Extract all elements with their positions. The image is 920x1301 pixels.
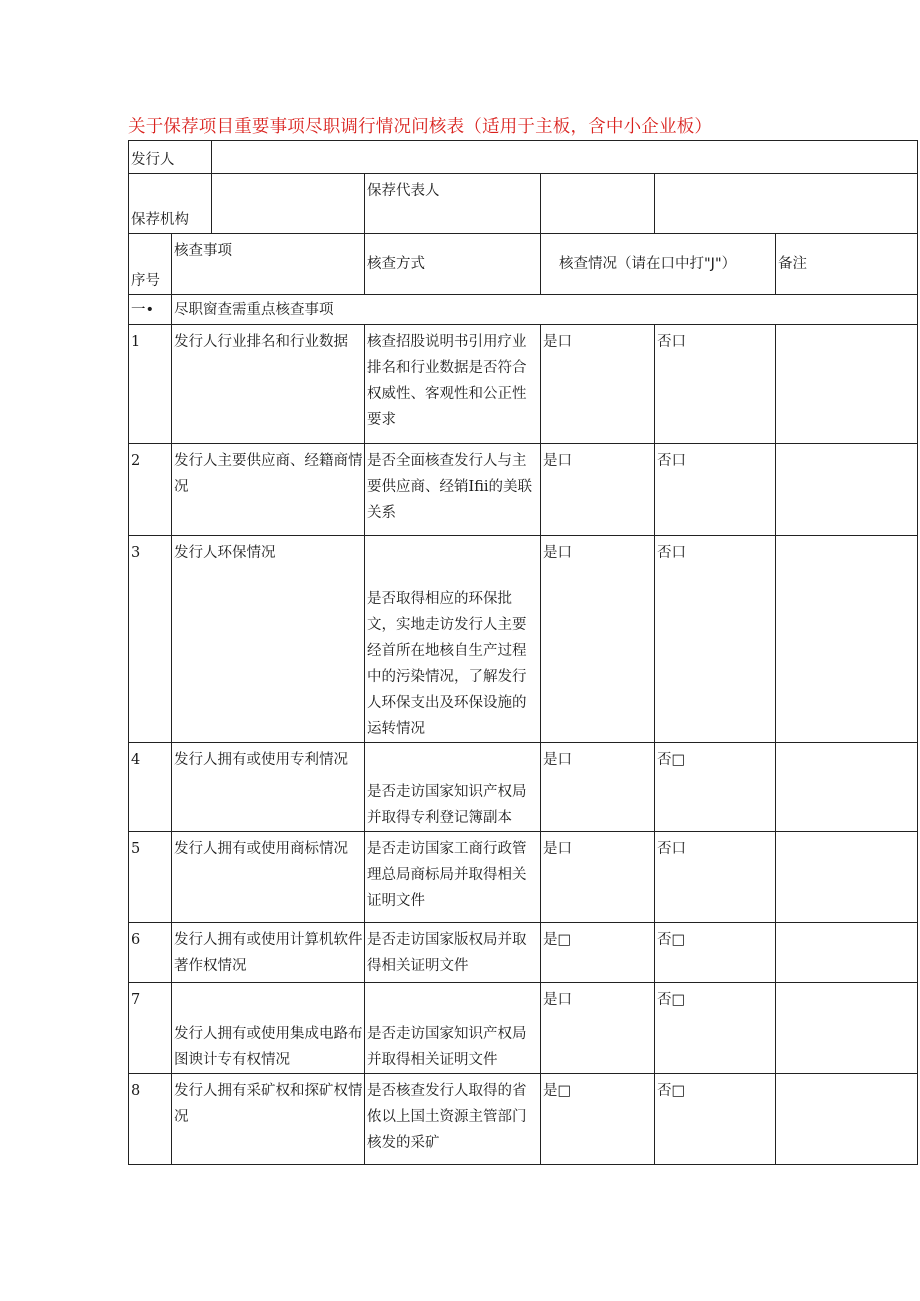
row-method-cell xyxy=(365,325,541,444)
no-checkbox-cell[interactable] xyxy=(655,1074,776,1165)
yes-checkbox[interactable]: 是口 xyxy=(543,334,572,350)
yes-checkbox[interactable]: 是□ xyxy=(543,1083,572,1099)
table-row xyxy=(129,743,918,832)
row-number: 4 xyxy=(131,752,141,768)
yes-checkbox[interactable]: 是口 xyxy=(543,992,572,1008)
row-item: 发行人环保情况 xyxy=(174,545,276,561)
col-note-cell xyxy=(776,234,918,295)
rep-value-cell-2[interactable] xyxy=(655,174,918,234)
no-checkbox-cell[interactable] xyxy=(655,536,776,743)
section-num-cell xyxy=(129,295,172,325)
yes-checkbox-cell[interactable] xyxy=(541,743,655,832)
row-method: 核查招股说明书引用疗业排名和行业数据是否符合权威性、客观性和公正性要求 xyxy=(367,334,527,428)
row-method-cell xyxy=(365,832,541,923)
row-note-cell[interactable] xyxy=(776,983,918,1074)
row-number-cell xyxy=(129,1074,172,1165)
no-checkbox-cell[interactable] xyxy=(655,444,776,536)
row-method: 是否走访国家版权局并取得相关证明文件 xyxy=(367,932,527,974)
row-item-cell xyxy=(172,832,365,923)
no-checkbox[interactable]: 否口 xyxy=(657,841,686,857)
rep-label: 保荐代表人 xyxy=(367,183,440,199)
sponsor-label: 保荐机构 xyxy=(131,212,189,228)
table-row xyxy=(129,923,918,983)
row-number-cell xyxy=(129,536,172,743)
sponsor-row xyxy=(129,174,918,234)
row-note-cell[interactable] xyxy=(776,743,918,832)
row-number: 5 xyxy=(131,841,141,857)
row-item-cell xyxy=(172,325,365,444)
row-number: 6 xyxy=(131,932,141,948)
table-row xyxy=(129,832,918,923)
row-item: 发行人行业排名和行业数据 xyxy=(174,334,348,350)
page-title: 关于保荐项目重要事项尽职调行情况问核表（适用于主板，含中小企业板） xyxy=(128,117,713,137)
col-item-label: 核查事项 xyxy=(174,243,232,259)
section-title: 尽职窗查需重点核查事项 xyxy=(174,301,334,318)
section-title-cell xyxy=(172,295,918,325)
row-item: 发行人拥有或使用集成电路布图谀计专有权情况 xyxy=(174,1026,363,1068)
row-item-cell xyxy=(172,536,365,743)
section-num: 一• xyxy=(131,301,155,318)
row-item-cell xyxy=(172,444,365,536)
yes-checkbox[interactable]: 是口 xyxy=(543,841,572,857)
yes-checkbox[interactable]: 是口 xyxy=(543,752,572,768)
row-item: 发行人拥有采矿权和探矿权情况 xyxy=(174,1083,363,1125)
no-checkbox[interactable]: 否口 xyxy=(657,453,686,469)
row-method-cell xyxy=(365,444,541,536)
rep-label-cell xyxy=(365,174,541,234)
row-note-cell[interactable] xyxy=(776,1074,918,1165)
no-checkbox-cell[interactable] xyxy=(655,923,776,983)
col-seq-label: 序号 xyxy=(131,273,160,289)
row-method-cell xyxy=(365,983,541,1074)
row-item-cell xyxy=(172,1074,365,1165)
row-method-cell xyxy=(365,743,541,832)
verification-table xyxy=(128,140,918,1165)
row-item-cell xyxy=(172,743,365,832)
issuer-label-cell xyxy=(129,141,212,174)
row-number-cell xyxy=(129,983,172,1074)
no-checkbox[interactable]: 否□ xyxy=(657,932,686,948)
row-number-cell xyxy=(129,923,172,983)
section-row xyxy=(129,295,918,325)
row-number: 1 xyxy=(131,334,141,350)
no-checkbox[interactable]: 否口 xyxy=(657,545,686,561)
no-checkbox-cell[interactable] xyxy=(655,832,776,923)
col-seq-cell xyxy=(129,234,172,295)
row-number: 2 xyxy=(131,453,141,469)
table-row xyxy=(129,444,918,536)
col-result-cell xyxy=(541,234,776,295)
table-row xyxy=(129,325,918,444)
table-row xyxy=(129,1074,918,1165)
row-number-cell xyxy=(129,325,172,444)
yes-checkbox-cell[interactable] xyxy=(541,325,655,444)
no-checkbox[interactable]: 否□ xyxy=(657,752,686,768)
no-checkbox-cell[interactable] xyxy=(655,983,776,1074)
row-item: 发行人主要供应商、经籍商情况 xyxy=(174,453,363,495)
row-note-cell[interactable] xyxy=(776,923,918,983)
yes-checkbox-cell[interactable] xyxy=(541,923,655,983)
col-method-label: 核查方式 xyxy=(367,256,425,272)
yes-checkbox-cell[interactable] xyxy=(541,444,655,536)
row-method: 是否走访国家知识产权局并取得相关证明文件 xyxy=(367,1026,527,1068)
col-result-label: 核查情况（请在口中打"J"） xyxy=(559,256,737,272)
col-method-cell xyxy=(365,234,541,295)
yes-checkbox-cell[interactable] xyxy=(541,983,655,1074)
no-checkbox[interactable]: 否口 xyxy=(657,334,686,350)
row-method: 是否核查发行人取得的省侬以上国土资源主管部门核发的采矿 xyxy=(367,1083,527,1151)
row-method: 是否取得相应的环保批文，实地走访发行人主要经首所在地核自生产过程中的污染情况，了解发行人环保支出及环保设施的运转情况 xyxy=(367,591,527,737)
row-number-cell xyxy=(129,743,172,832)
no-checkbox-cell[interactable] xyxy=(655,743,776,832)
no-checkbox-cell[interactable] xyxy=(655,325,776,444)
table-row xyxy=(129,536,918,743)
sponsor-label-cell xyxy=(129,174,212,234)
issuer-value-cell[interactable] xyxy=(212,141,918,174)
issuer-row xyxy=(129,141,918,174)
col-item-cell xyxy=(172,234,365,295)
row-method: 是否全面核查发行人与主要供应商、经销Ifii的美联关系 xyxy=(367,453,533,521)
row-item-cell xyxy=(172,983,365,1074)
row-method-cell xyxy=(365,536,541,743)
no-checkbox[interactable]: 否□ xyxy=(657,1083,686,1099)
yes-checkbox[interactable]: 是口 xyxy=(543,545,572,561)
yes-checkbox[interactable]: 是口 xyxy=(543,453,572,469)
issuer-label: 发行人 xyxy=(131,152,175,168)
row-method: 是否走访国家工商行政管理总局商标局并取得相关证明文件 xyxy=(367,841,527,909)
row-note-cell[interactable] xyxy=(776,444,918,536)
yes-checkbox-cell[interactable] xyxy=(541,832,655,923)
col-note-label: 备注 xyxy=(778,256,807,272)
row-item: 发行人拥有或使用计算机软件著作权情况 xyxy=(174,932,363,974)
sponsor-value-cell[interactable] xyxy=(212,174,365,234)
row-method: 是否走访国家知识产权局并取得专利登记簿副本 xyxy=(367,784,527,826)
row-number: 3 xyxy=(131,545,141,561)
row-note-cell[interactable] xyxy=(776,832,918,923)
yes-checkbox-cell[interactable] xyxy=(541,536,655,743)
row-number-cell xyxy=(129,444,172,536)
row-method-cell xyxy=(365,923,541,983)
no-checkbox[interactable]: 否□ xyxy=(657,992,686,1008)
row-item-cell xyxy=(172,923,365,983)
row-number-cell xyxy=(129,832,172,923)
yes-checkbox[interactable]: 是□ xyxy=(543,932,572,948)
yes-checkbox-cell[interactable] xyxy=(541,1074,655,1165)
row-item: 发行人拥有或使用商标情况 xyxy=(174,841,348,857)
row-method-cell xyxy=(365,1074,541,1165)
row-number: 7 xyxy=(131,992,141,1008)
row-number: 8 xyxy=(131,1083,141,1099)
table-row xyxy=(129,983,918,1074)
rep-value-cell-1[interactable] xyxy=(541,174,655,234)
column-header-row xyxy=(129,234,918,295)
row-note-cell[interactable] xyxy=(776,536,918,743)
row-note-cell[interactable] xyxy=(776,325,918,444)
row-item: 发行人拥有或使用专利情况 xyxy=(174,752,348,768)
